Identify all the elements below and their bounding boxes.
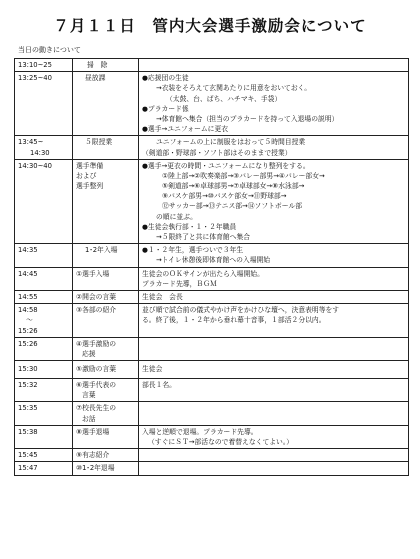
table-row xyxy=(15,379,409,402)
item-cell xyxy=(73,402,139,425)
section-subtitle: 当日の動きについて xyxy=(18,46,81,54)
note-line: ●生徒会執行部・１・２年職員 xyxy=(142,222,237,231)
page-title: ７月１１日 管内大会選手激励会について xyxy=(53,17,367,35)
time-cell: 15:47 xyxy=(15,462,73,475)
table-row xyxy=(15,290,409,303)
note-line: ⑫サッカー部→⑬テニス部→⑭ソフトボール部 xyxy=(162,202,302,211)
time-cell: 13:25~40 xyxy=(15,72,73,136)
table-row xyxy=(15,449,409,462)
notes-cell xyxy=(139,402,409,425)
time-cell: 14:55 xyxy=(15,290,73,303)
note-line: 生徒会のＯＫサインが出たら入場開始。 xyxy=(142,269,264,278)
schedule-table xyxy=(14,58,409,476)
time-cell: 15:45 xyxy=(15,449,73,462)
item-cell: ⑤激励の言葉 xyxy=(73,361,139,379)
item-line: および xyxy=(76,171,97,180)
item-cell: ⑨有志紹介 xyxy=(73,449,139,462)
notes-cell xyxy=(139,337,409,360)
table-row xyxy=(15,244,409,267)
time-start: 13:45~ xyxy=(18,138,44,147)
item-cell: ③各部の紹介 xyxy=(73,304,139,338)
notes-cell: 生徒会 会長 xyxy=(139,290,409,303)
notes-cell xyxy=(139,449,409,462)
notes-cell: 部長１名。 xyxy=(139,379,409,402)
note-line: （剣道部・野球部・ソフト部はそのままで授業） xyxy=(142,148,292,157)
time-end: 15:26 xyxy=(18,326,38,335)
item-cell: ⑩1･2年退場 xyxy=(73,462,139,475)
table-row xyxy=(15,72,409,136)
note-line: ●選手→ユニフォームに更衣 xyxy=(142,125,229,134)
note-line: （すぐにＳＴ→部活なので着替えなくてよい。） xyxy=(148,438,294,446)
table-row xyxy=(15,337,409,360)
table-row xyxy=(15,159,409,244)
item-cell: ⑧選手退場 xyxy=(73,425,139,448)
time-sep: ～ xyxy=(26,316,33,325)
item-cell: 掃 除 xyxy=(73,59,139,72)
time-cell: 15:38 xyxy=(15,425,73,448)
table-row xyxy=(15,136,409,159)
notes-cell xyxy=(139,425,409,448)
notes-cell xyxy=(139,244,409,267)
table-row xyxy=(15,402,409,425)
time-cell: 15:26 xyxy=(15,337,73,360)
note-line: →５限終了と共に体育館へ集合 xyxy=(156,233,251,241)
note-line: 並び順で試合前の儀式やかけ声をかけひな壇へ，決意表明等をす xyxy=(142,306,340,315)
time-cell xyxy=(15,136,73,159)
item-cell xyxy=(73,159,139,244)
note-line: ●１・２年生，選手ついで３年生 xyxy=(142,246,244,255)
notes-cell: 生徒会 xyxy=(139,361,409,379)
notes-cell xyxy=(139,59,409,72)
notes-cell xyxy=(139,462,409,475)
item-line: ④選手激励の xyxy=(76,339,117,348)
time-cell: 13:10~25 xyxy=(15,59,73,72)
time-cell: 14:45 xyxy=(15,267,73,290)
item-line: 言葉 xyxy=(82,391,96,400)
table-row xyxy=(15,462,409,475)
table-row xyxy=(15,267,409,290)
time-cell: 15:32 xyxy=(15,379,73,402)
note-line: ●選手→更衣の時間・ユニフォームになり整列をする。 xyxy=(142,161,310,170)
time-cell: 15:30 xyxy=(15,361,73,379)
note-line: ⑨バスケ部男→⑩バスケ部女→⑪野球部→ xyxy=(162,192,287,201)
time-end: 14:30 xyxy=(30,148,50,157)
item-cell: ５限授業 xyxy=(73,136,139,159)
time-cell: 15:35 xyxy=(15,402,73,425)
note-line: （太鼓、台、ばち、ハチマキ、手袋） xyxy=(166,94,282,103)
notes-cell xyxy=(139,304,409,338)
item-cell: 1･2年入場 xyxy=(73,244,139,267)
note-line: →体育館へ集合（担当のプラカードを持って入退場の説明） xyxy=(156,114,339,123)
time-start: 14:58 xyxy=(18,306,38,315)
note-line: 入場と逆順で退場。プラカード先導。 xyxy=(142,427,258,436)
time-cell: 14:35 xyxy=(15,244,73,267)
note-line: ⑤剣道部→⑥卓球部男→⑦卓球部女→⑧水泳部→ xyxy=(162,182,305,191)
item-cell xyxy=(73,379,139,402)
table-row xyxy=(15,361,409,379)
note-line: ●プラカード係 xyxy=(142,104,189,113)
item-cell: 昼放課 xyxy=(73,72,139,136)
note-line: の順に並ぶ。 xyxy=(156,212,197,221)
time-cell: 14:30~40 xyxy=(15,159,73,244)
notes-cell xyxy=(139,159,409,244)
note-line: ●応援団の生徒 xyxy=(142,74,189,83)
time-cell xyxy=(15,304,73,338)
note-line: プラカード先導，ＢＧＭ xyxy=(142,279,217,288)
item-line: 選手準備 xyxy=(76,161,104,170)
item-line: ⑥選手代表の xyxy=(76,381,117,390)
item-cell: ①選手入場 xyxy=(73,267,139,290)
notes-cell xyxy=(139,267,409,290)
note-line: →トイレ休憩後即体育館への入場開始 xyxy=(156,256,271,265)
note-line: ①陸上部→②吹奏楽部→③バレー部男→④バレー部女→ xyxy=(162,171,325,180)
table-row xyxy=(15,304,409,338)
item-line: ⑦校長先生の xyxy=(76,404,117,413)
item-line: お話 xyxy=(82,414,96,423)
note-line: る。終了後，１・２年から垂れ幕十音事，１部活２分以内。 xyxy=(142,316,326,325)
table-row xyxy=(15,59,409,72)
item-line: 選手整列 xyxy=(76,182,104,191)
note-line: →衣装をそろえて玄関あたりに用意をおいておく。 xyxy=(156,84,312,93)
item-line: 応援 xyxy=(82,349,96,358)
item-cell: ②開会の言葉 xyxy=(73,290,139,303)
item-cell xyxy=(73,337,139,360)
table-row xyxy=(15,425,409,448)
notes-cell xyxy=(139,72,409,136)
note-line: ユニフォームの上に制服をはおって５時間目授業 xyxy=(156,138,306,147)
notes-cell xyxy=(139,136,409,159)
